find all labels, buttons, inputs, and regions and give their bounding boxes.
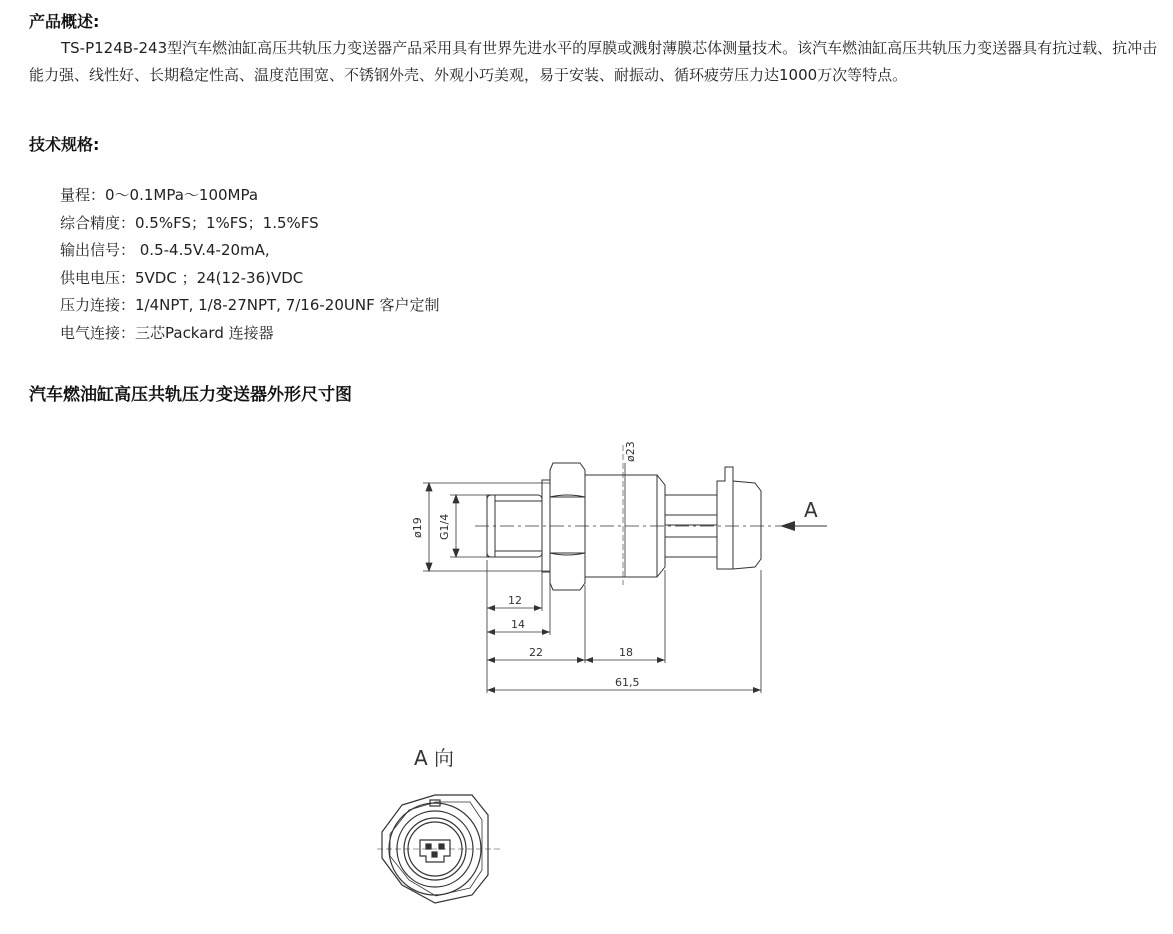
dim-d23: ø23 (624, 441, 637, 462)
spec-range: 量程：0～0.1MPa～100MPa (60, 186, 259, 204)
dim-l615: 61,5 (615, 676, 640, 689)
spec-power: 供电电压：5VDC ；24(12-36)VDC (60, 268, 304, 287)
dimension-drawing (395, 425, 835, 709)
dim-thread: G1/4 (438, 513, 451, 540)
dim-l14: 14 (511, 618, 525, 631)
a-direction-view (372, 740, 512, 934)
a-view-pin-housing (420, 840, 450, 862)
overview-paragraph (29, 35, 1164, 89)
hex-nut (550, 463, 585, 590)
connector (717, 467, 761, 569)
overview-heading: 产品概述: (29, 12, 100, 31)
spec-list (60, 182, 440, 348)
dimension-drawing-svg (395, 425, 835, 705)
drawing-heading: 汽车燃油缸高压共轨压力变送器外形尺寸图 (29, 385, 352, 405)
view-arrow-a (780, 498, 827, 531)
dim-l22: 22 (529, 646, 543, 659)
a-view-label: A 向 (414, 746, 455, 770)
spec-accuracy: 综合精度：0.5%FS；1%FS；1.5%FS (60, 213, 319, 232)
dim-d19: ø19 (411, 517, 424, 538)
a-view-svg (372, 740, 512, 930)
spec-electrical-connection: 电气连接：三芯Packard 连接器 (60, 323, 274, 342)
dim-l12: 12 (508, 594, 522, 607)
spec-output: 输出信号： 0.5-4.5V.4-20mA, (60, 241, 270, 260)
spec-pressure-connection: 压力连接：1/4NPT, 1/8-27NPT, 7/16-20UNF 客户定制 (60, 296, 440, 315)
overview-text: TS-P124B-243型汽车燃油缸高压共轨压力变送器产品采用具有世界先进水平的厚膜或溅射薄膜芯体测量技术。该汽车燃油缸高压共轨压力变送器具有抗过载、抗冲击能力强、线性好、长期稳定性高、温度范围宽、不锈钢外壳、外观小巧美观，易于安装、耐振动、循环疲劳压力达1000万次等特点。 (29, 39, 1158, 84)
arrow-label: A (804, 498, 818, 522)
spec-heading: 技术规格: (29, 135, 100, 154)
dim-l18: 18 (619, 646, 633, 659)
